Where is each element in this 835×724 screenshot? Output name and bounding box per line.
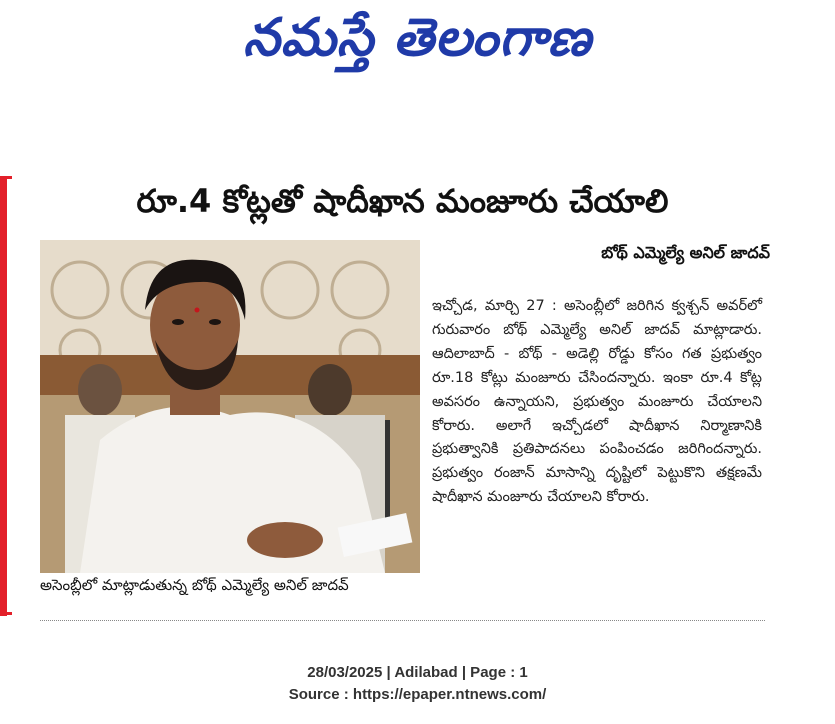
accent-bar-bottom [0,612,12,615]
article-photo [40,240,420,573]
divider [40,620,765,623]
masthead-title: నమస్తే తెలంగాణ [243,8,592,68]
accent-bar [0,176,7,616]
photo-caption: అసెంబ్లీలో మాట్లాడుతున్న బోథ్ ఎమ్మెల్యే అనిల్ జాదవ్ [40,576,349,594]
footer-date-line: 28/03/2025 | Adilabad | Page : 1 [307,664,528,681]
article-headline: రూ.4 కోట్లతో షాదీఖాన మంజూరు చేయాలి [136,182,669,220]
footer-source-line: Source : https://epaper.ntnews.com/ [288,686,547,703]
article-byline: బోథ్ ఎమ్మెల్యే అనిల్ జాదవ్ [601,243,770,262]
article-body: ఇచ్చోడ, మార్చి 27 : అసెంబ్లీలో జరిగిన క్వశ్చన్ అవర్‌లో గురువారం బోథ్ ఎమ్మెల్యే అనిల్ జాదవ్ మాట్లాడారు. ఆదిలాబాద్ - బోథ్ - అడెల్లి రోడ్డు కోసం గత ప్రభుత్వం రూ.18 కోట్లు మంజూరు చేసిందన్నారు. ఇంకా రూ.4 కోట్ల అవసరం ఉన్నాయని, ప్రభుత్వం మంజూరు చేయాలని కోరారు. అలాగే ఇచ్చోడలో షాదీఖాన నిర్మాణానికి ప్రభుత్వానికి ప్రతిపాదనలు పంపించడం జరిగిందన్నారు. ప్రభుత్వం రంజాన్ మాసాన్ని దృష్టిలో పెట్టుకొని తక్షణమే షాదీఖాన మంజూరు చేయాలని కోరారు. [432,298,762,506]
accent-bar-top [0,176,12,179]
